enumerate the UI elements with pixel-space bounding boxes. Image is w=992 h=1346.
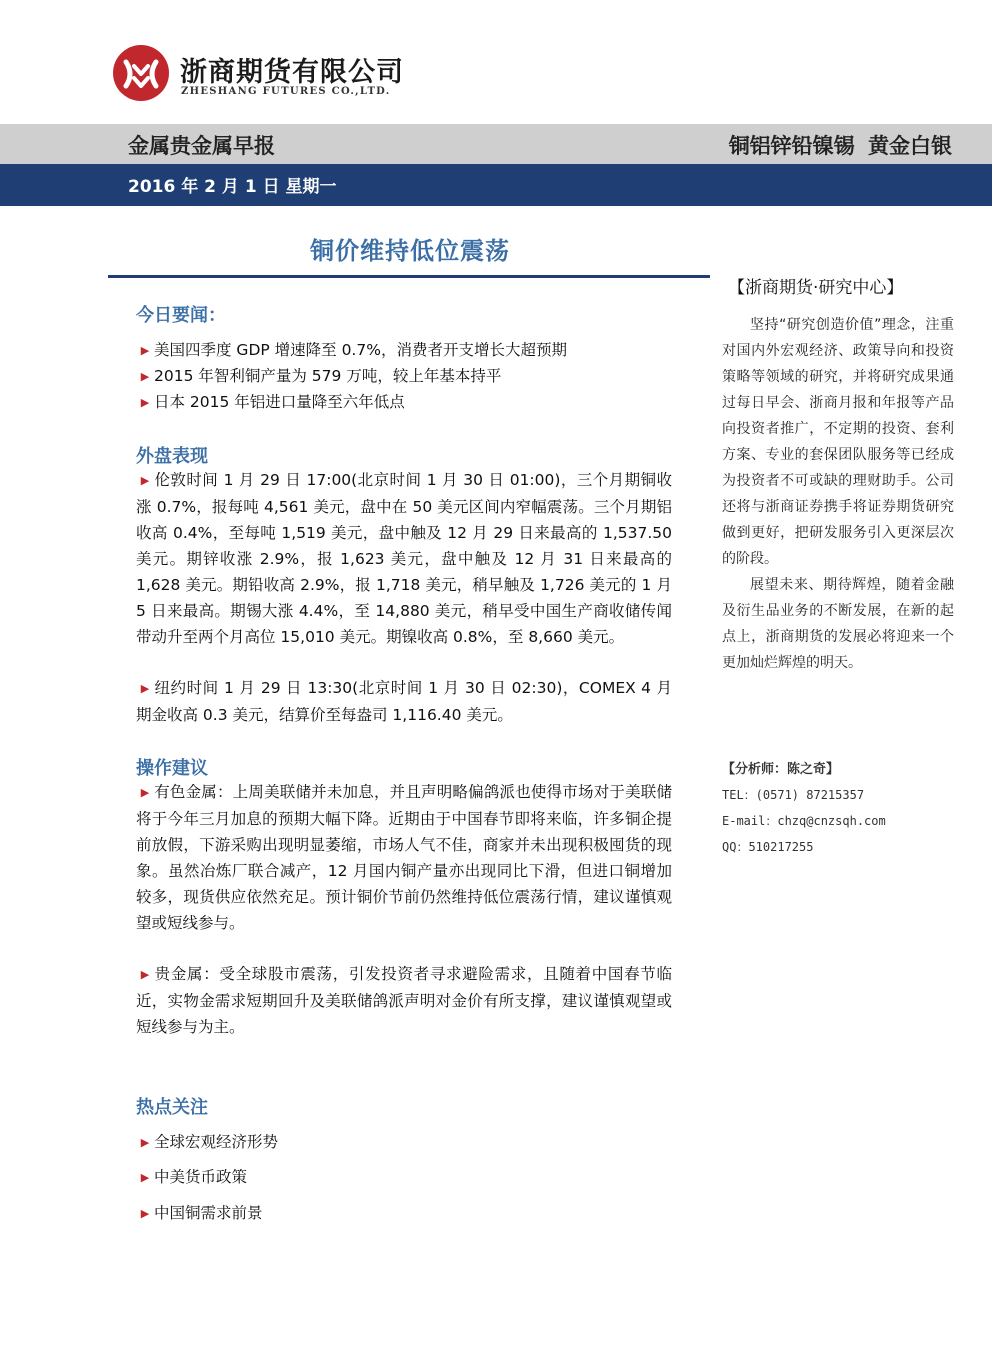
bullet-arrow-icon: ▶	[140, 682, 150, 695]
analyst-phone: TEL：(0571) 87215357	[722, 788, 865, 802]
section-heading-news: 今日要闻：	[136, 305, 226, 326]
overseas-paragraph-newyork: ▶ 纽约时间 1 月 29 日 13:30(北京时间 1 月 30 日 02:30)，COMEX 4 月期金收高 0.3 美元，结算价至每盎司 1,116.40 美元。	[136, 675, 672, 728]
sidebar-paragraph: 展望未来、期待辉煌，随着金融及衍生品业务的不断发展，在新的起点上，浙商期货的发展必将迎来一个更加灿烂辉煌的明天。	[722, 577, 954, 671]
bullet-arrow-icon: ▶	[140, 786, 150, 799]
list-item: ▶ 全球宏观经济形势	[136, 1129, 676, 1156]
section-heading-advice: 操作建议	[136, 758, 208, 779]
bullet-arrow-icon: ▶	[140, 968, 150, 981]
bullet-arrow-icon: ▶	[140, 1136, 150, 1149]
title-divider	[108, 275, 710, 278]
bullet-arrow-icon: ▶	[140, 370, 150, 383]
company-name-en: ZHESHANG FUTURES CO.,LTD.	[181, 86, 391, 97]
list-item: ▶ 中美货币政策	[136, 1164, 676, 1191]
section-heading-hotspots: 热点关注	[136, 1097, 208, 1118]
advice-paragraph-precious-metals: ▶ 贵金属：受全球股市震荡，引发投资者寻求避险需求，且随着中国春节临近，实物金需求短期回升及美联储鸽派声明对金价有所支撑，建议谨慎观望或短线参与为主。	[136, 961, 672, 1040]
advice-paragraph-base-metals: ▶ 有色金属：上周美联储并未加息，并且声明略偏鸽派也使得市场对于美联储将于今年三月加息的预期大幅下降。近期由于中国春节即将来临，许多铜企提前放假，下游采购出现明显萎缩，市场人气不佳，商家并未出现积极囤货的现象。虽然冶炼厂联合减产，12 月国内铜产量亦出现同比下滑，但进口铜增加较多，现货供应依然充足。预计铜价节前仍然维持低位震荡行情，建议谨慎观望或短线参与。	[136, 779, 672, 936]
analyst-email: E-mail：chzq@cnzsqh.com	[722, 814, 886, 828]
sidebar-intro	[722, 312, 954, 676]
list-item: ▶ 日本 2015 年铝进口量降至六年低点	[136, 389, 676, 416]
analyst-qq: QQ：510217255	[722, 840, 814, 854]
metals-covered: 铜铝锌铅镍锡 黄金白银	[728, 134, 952, 158]
analyst-name: 【分析师：陈之奇】	[722, 762, 840, 777]
bullet-arrow-icon: ▶	[140, 474, 150, 487]
report-date: 2016 年 2 月 1 日 星期一	[128, 177, 337, 197]
section-heading-overseas: 外盘表现	[136, 446, 208, 467]
sidebar-paragraph: 坚持“研究创造价值”理念，注重对国内外宏观经济、政策导向和投资策略等领域的研究，并将研究成果通过每日早会、浙商月报和年报等产品向投资者推广，不定期的投资、套利方案、专业的套保团队服务等已经成为投资者不可或缺的理财助手。公司还将与浙商证券携手将证券期货研究做到更好，把研发服务引入更深层次的阶段。	[722, 317, 954, 567]
date-band	[0, 164, 992, 206]
sidebar-heading: 【浙商期货·研究中心】	[728, 278, 904, 298]
company-name-cn: 浙商期货有限公司	[180, 57, 404, 88]
bullet-arrow-icon: ▶	[140, 1207, 150, 1220]
report-type: 金属贵金属早报	[128, 134, 275, 158]
list-item: ▶ 2015 年智利铜产量为 579 万吨，较上年基本持平	[136, 363, 676, 390]
bullet-arrow-icon: ▶	[140, 344, 150, 357]
bullet-arrow-icon: ▶	[140, 1171, 150, 1184]
list-item: ▶ 美国四季度 GDP 增速降至 0.7%，消费者开支增长大超预期	[136, 337, 676, 364]
list-item: ▶ 中国铜需求前景	[136, 1200, 676, 1227]
report-header-band	[0, 124, 992, 164]
bullet-arrow-icon: ▶	[140, 396, 150, 409]
report-title: 铜价维持低位震荡	[310, 237, 510, 265]
overseas-paragraph-london: ▶ 伦敦时间 1 月 29 日 17:00(北京时间 1 月 30 日 01:00)，三个月期铜收涨 0.7%，报每吨 4,561 美元，盘中在 50 美元区间内窄幅震荡。三个月期铝收高 0.4%，至每吨 1,519 美元，盘中触及 12 月 29 日来最高的 1,537.50 美元。期锌收涨 2.9%，报 1,623 美元，盘中触及 12 月 31 日来最高的 1,628 美元。期铅收高 2.9%，报 1,718 美元，稍早触及 1,726 美元的 1 月 5 日来最高。期锡大涨 4.4%，至 14,880 美元，稍早受中国生产商收储传闻带动升至两个月高位 15,010 美元。期镍收高 0.8%，至 8,660 美元。	[136, 467, 672, 650]
company-logo-icon	[112, 44, 170, 102]
